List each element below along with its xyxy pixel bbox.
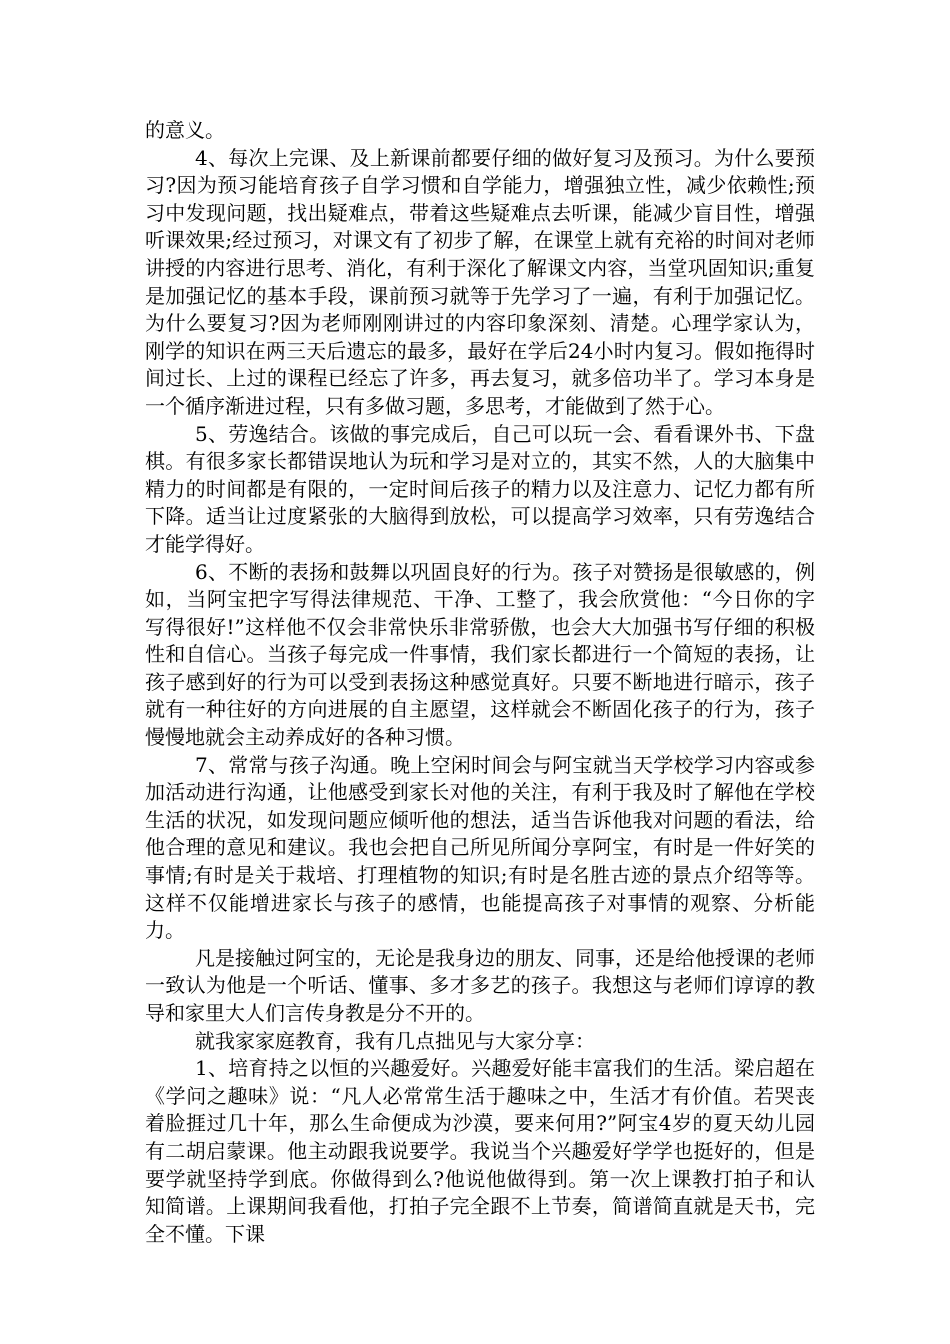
paragraph-5: 7、常常与孩子沟通。晚上空闲时间会与阿宝就当天学校学习内容或参加活动进行沟通，让他感受到家长对他的关注，有利于我及时了解他在学校生活的状况，如发现问题应倾听他的想法，适当告诉他我对问题的看法，给他合理的意见和建议。我也会把自己所见所闻分享阿宝，有时是一件好笑的事情;有时是关于栽培、打理植物的知识;有时是名胜古迹的景点介绍等等。这样不仅能增进家长与孩子的感情，也能提高孩子对事情的观察、分析能力。 [145, 752, 815, 943]
paragraph-4: 6、不断的表扬和鼓舞以巩固良好的行为。孩子对赞扬是很敏感的，例如，当阿宝把字写得法律规范、干净、工整了，我会欣赏他：“今日你的字写得很好!”这样他不仅会非常快乐非常骄傲，也会大大加强书写仔细的积极性和自信心。当孩子每完成一件事情，我们家长都进行一个简短的表扬，让孩子感到好的行为可以受到表扬这种感觉真好。只要不断地进行暗示，孩子就有一种往好的方向进展的自主愿望，这样就会不断固化孩子的行为，孩子慢慢地就会主动养成好的各种习惯。 [145, 559, 815, 750]
paragraph-8: 1、培育持之以恒的兴趣爱好。兴趣爱好能丰富我们的生活。梁启超在《学问之趣味》说：“凡人必常常生活于趣味之中，生活才有价值。若哭丧着脸捱过几十年，那么生命便成为沙漠，要来何用?”阿宝4岁的夏天幼儿园有二胡启蒙课。他主动跟我说要学。我说当个兴趣爱好学学也挺好的，但是要学就坚持学到底。你做得到么?他说他做得到。第一次上课教打拍子和认知简谱。上课期间我看他，打拍子完全跟不上节奏，简谱简直就是天书，完全不懂。下课 [145, 1056, 815, 1246]
paragraph-7: 就我家家庭教育，我有几点拙见与大家分享： [195, 1028, 595, 1053]
paragraph-6: 凡是接触过阿宝的，无论是我身边的朋友、同事，还是给他授课的老师一致认为他是一个听话、懂事、多才多艺的孩子。我想这与老师们谆谆的教导和家里大人们言传身教是分不开的。 [145, 945, 815, 1025]
paragraph-3: 5、劳逸结合。该做的事完成后，自己可以玩一会、看看课外书、下盘棋。有很多家长都错误地认为玩和学习是对立的，其实不然，人的大脑集中精力的时间都是有限的，一定时间后孩子的精力以及注意力、记忆力都有所下降。适当让过度紧张的大脑得到放松，可以提高学习效率，只有劳逸结合才能学得好。 [145, 421, 815, 556]
paragraph-2: 4、每次上完课、及上新课前都要仔细的做好复习及预习。为什么要预习?因为预习能培育孩子自学习惯和自学能力，增强独立性，减少依赖性;预习中发现问题，找出疑难点，带着这些疑难点去听课，能减少盲目性，增强听课效果;经过预习，对课文有了初步了解，在课堂上就有充裕的时间对老师讲授的内容进行思考、消化，有利于深化了解课文内容，当堂巩固知识;重复是加强记忆的基本手段，课前预习就等于先学习了一遍，有利于加强记忆。为什么要复习?因为老师刚刚讲过的内容印象深刻、清楚。心理学家认为，刚学的知识在两三天后遗忘的最多，最好在学后24小时内复习。假如拖得时间过长、上过的课程已经忘了许多，再去复习，就多倍功半了。学习本身是一个循序渐进过程，只有多做习题，多思考，才能做到了然于心。 [145, 145, 815, 418]
document-body [145, 117, 815, 1248]
paragraph-1: 的意义。 [145, 118, 225, 142]
